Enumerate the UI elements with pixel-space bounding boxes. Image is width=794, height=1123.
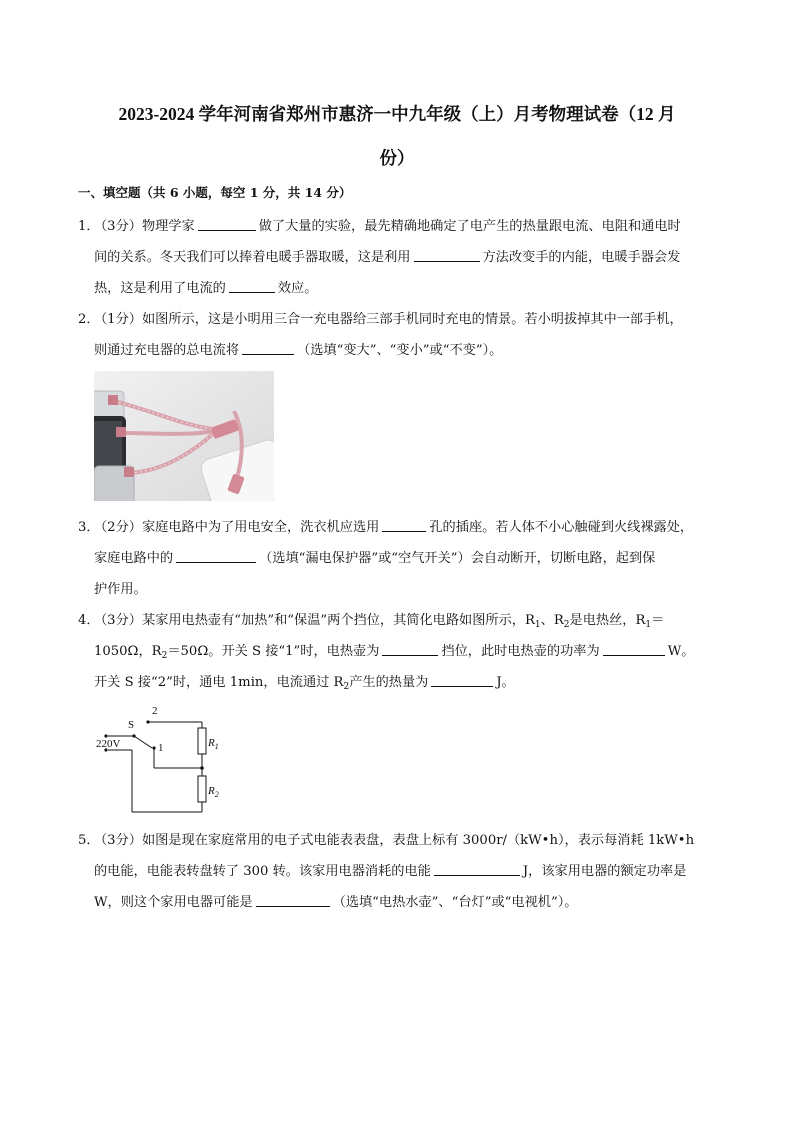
- question-number: 1．: [78, 219, 100, 234]
- contact-2: [146, 720, 149, 723]
- answer-blank[interactable]: [256, 892, 330, 907]
- q4-text: W。: [667, 644, 695, 659]
- q1-text: 效应。: [277, 281, 318, 296]
- r2-label: $R_2$: [208, 785, 219, 799]
- answer-blank[interactable]: [382, 641, 438, 656]
- junction-dot: [200, 766, 204, 770]
- q1-text: 热，这是利用了电流的: [94, 281, 226, 296]
- question-number: 4．: [78, 613, 100, 628]
- q4-text: 产生的热量为: [349, 675, 429, 690]
- q4-text: 1050Ω，R: [94, 644, 162, 659]
- q5-text: （选填“电热水壶”、“台灯”或“电视机”）。: [332, 895, 578, 910]
- question-number: 5．: [78, 833, 100, 848]
- answer-blank[interactable]: [382, 517, 426, 532]
- contact-1: [152, 746, 155, 749]
- q4-text: 、R: [540, 613, 564, 628]
- q1-text: 方法改变手的内能，电暖手器会发: [482, 250, 681, 265]
- answer-blank[interactable]: [431, 672, 493, 687]
- answer-blank[interactable]: [603, 641, 665, 656]
- title-line-2: 份）: [379, 148, 415, 168]
- question-5: [78, 825, 722, 918]
- q1-text: 间的关系。冬天我们可以捧着电暖手器取暖，这是利用: [94, 250, 411, 265]
- voltage-label: 220V: [96, 738, 121, 750]
- answer-blank[interactable]: [176, 548, 256, 563]
- question-1: [78, 211, 722, 304]
- answer-blank[interactable]: [434, 861, 520, 876]
- subscript: 2: [161, 651, 168, 661]
- switch-pivot: [132, 734, 135, 737]
- charger-illustration: [94, 371, 274, 501]
- q2-text: （1分）如图所示，这是小明用三合一充电器给三部手机同时充电的情景。若小明拔掉其中一部手机，: [94, 312, 683, 327]
- q5-text: （3分）如图是现在家庭常用的电子式电能表表盘，表盘上标有 3000r/（kW•h），表示每消耗 1kW•h: [94, 833, 695, 848]
- q1-text: 做了大量的实验，最先精确地确定了电产生的热量跟电流、电阻和通电时: [258, 219, 681, 234]
- answer-blank[interactable]: [198, 216, 256, 231]
- q5-text: W，则这个家用电器可能是: [94, 895, 253, 910]
- question-number: 3．: [78, 520, 100, 535]
- q3-text: 孔的插座。若人体不小心触碰到火线裸露处，: [429, 520, 694, 535]
- subscript: 1: [534, 620, 541, 630]
- question-4: [78, 605, 722, 698]
- q3-text: 护作用。: [94, 582, 147, 597]
- question-number: 2．: [78, 312, 100, 327]
- q2-text: （选填“变大”、“变小”或“不变”）。: [297, 343, 503, 358]
- answer-blank[interactable]: [414, 247, 480, 262]
- q4-text: （3分）某家用电热壶有“加热”和“保温”两个挡位，其简化电路如图所示，R: [94, 613, 535, 628]
- q4-text: 挡位，此时电热壶的功率为: [441, 644, 600, 659]
- charger-photo: [94, 371, 274, 501]
- resistor-r1: [198, 728, 206, 754]
- q4-text: 开关 S 接“2”时，通电 1min，电流通过 R: [94, 675, 344, 690]
- q5-text: J，该家用电器的额定功率是: [522, 864, 687, 879]
- subscript: 2: [563, 620, 570, 630]
- switch-label: S: [128, 719, 135, 731]
- q4-text: J。: [496, 675, 515, 690]
- subscript: 1: [645, 620, 652, 630]
- q2-text: 则通过充电器的总电流将: [94, 343, 240, 358]
- question-3: [78, 512, 722, 605]
- switch-arm: [134, 736, 152, 748]
- contact-2-label: 2: [152, 705, 158, 717]
- circuit-diagram: [92, 700, 232, 820]
- r1-label: $R_1$: [208, 737, 219, 751]
- q5-text: 的电能，电能表转盘转了 300 转。该家用电器消耗的电能: [94, 864, 431, 879]
- question-2: [78, 304, 722, 366]
- subscript: 2: [343, 682, 350, 692]
- answer-blank[interactable]: [229, 278, 275, 293]
- title-line-1: 2023-2024 学年河南省郑州市惠济一中九年级（上）月考物理试卷（12 月: [118, 104, 676, 124]
- q3-text: 家庭电路中的: [94, 551, 174, 566]
- q4-text: ＝50Ω。开关 S 接“1”时，电热壶为: [167, 644, 380, 659]
- q3-text: （选填“漏电保护器”或“空气开关”）会自动断开，切断电路，起到保: [259, 551, 656, 566]
- answer-blank[interactable]: [242, 340, 294, 355]
- q3-text: （2分）家庭电路中为了用电安全，洗衣机应选用: [94, 520, 380, 535]
- contact-1-label: 1: [158, 742, 164, 754]
- exam-title: [70, 92, 724, 180]
- section-heading: 一、填空题（共 6 小题，每空 1 分，共 14 分）: [78, 185, 352, 200]
- resistor-r2: [198, 776, 206, 802]
- q4-text: 是电热丝，R: [569, 613, 646, 628]
- q1-text: （3分）物理学家: [94, 219, 195, 234]
- q4-text: ＝: [651, 613, 665, 628]
